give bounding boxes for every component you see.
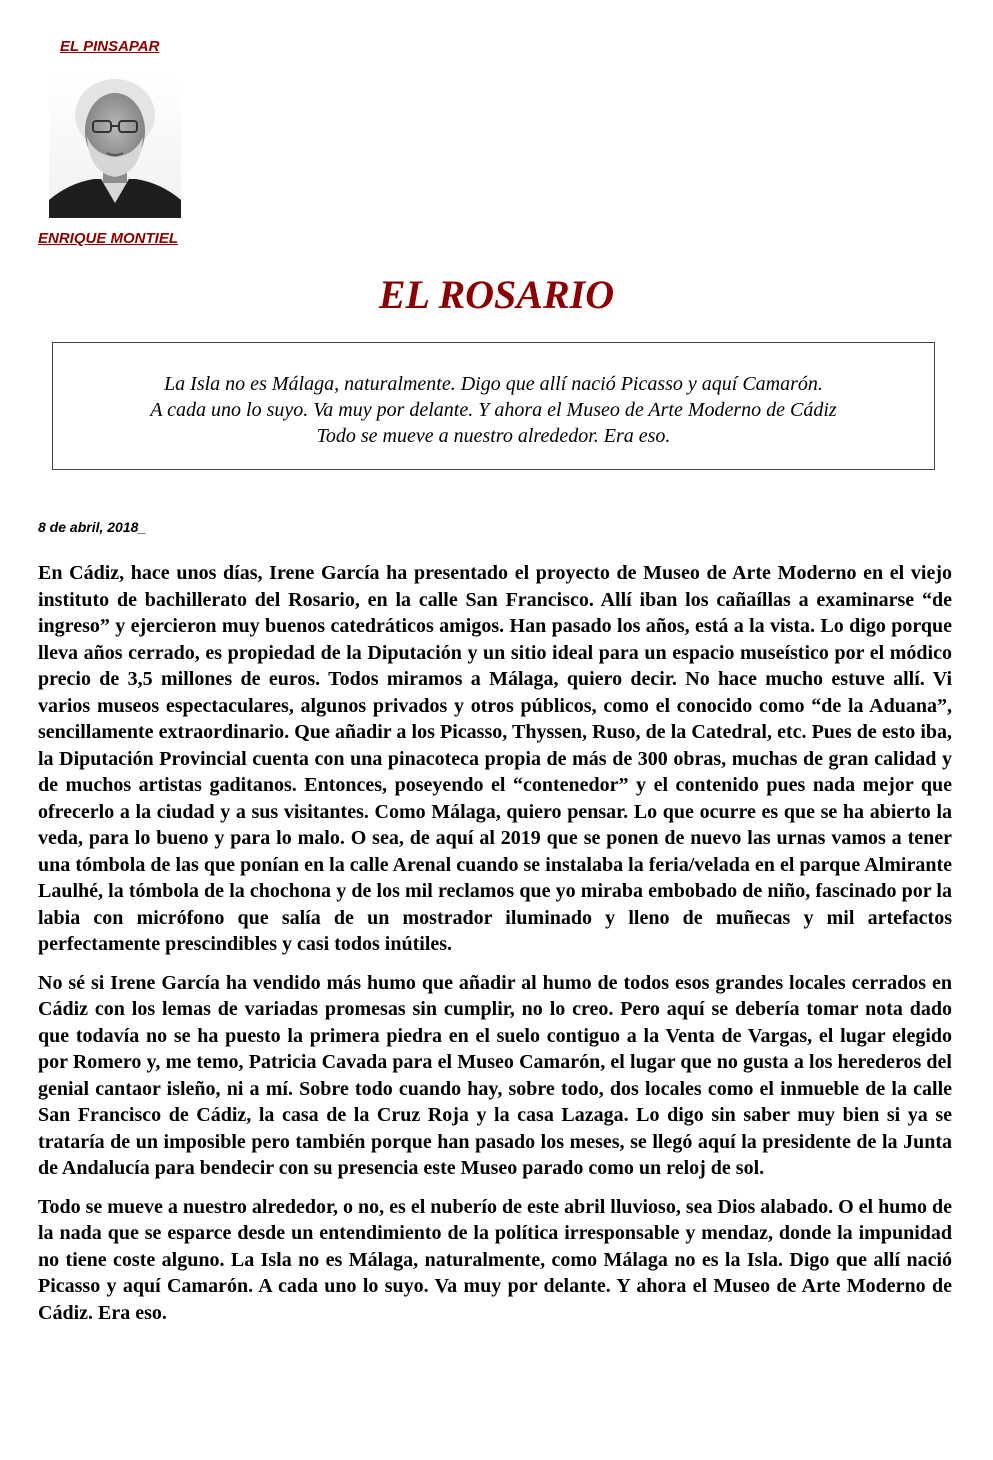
article-body bbox=[38, 560, 952, 1338]
summary-line: A cada uno lo suyo. Va muy por delante. Y ahora el Museo de Arte Moderno de Cádiz bbox=[150, 399, 837, 421]
summary-line: La Isla no es Málaga, naturalmente. Digo que allí nació Picasso y aquí Camarón. bbox=[164, 373, 823, 395]
summary-line: Todo se mueve a nuestro alrededor. Era eso. bbox=[316, 425, 671, 447]
article-paragraph: No sé si Irene García ha vendido más humo que añadir al humo de todos esos grandes locales cerrados en Cádiz con los lemas de variadas promesas sin cumplir, no lo creo. Pero aquí se debería tomar nota dado que todavía no se ha puesto la primera piedra en el suelo contiguo a la Venta de Vargas, el lugar elegido por Romero y, me temo, Patricia Cavada para el Museo Camarón, el lugar que no gusta a los herederos del genial cantaor isleño, ni a mí. Sobre todo cuando hay, sobre todo, dos locales como el inmueble de la calle San Francisco de Cádiz, la casa de la Cruz Roja y la casa Lazaga. Lo digo sin saber muy bien si ya se trataría de un imposible pero también porque han pasado los meses, se llegó aquí la presidente de la Junta de Andalucía para bendecir con su presencia este Museo parado como un reloj de sol. bbox=[38, 971, 952, 1179]
author-name[interactable]: ENRIQUE MONTIEL bbox=[38, 230, 179, 247]
article-paragraph: Todo se mueve a nuestro alrededor, o no, es el nuberío de este abril lluvioso, sea Dios alabado. O el humo de la nada que se esparce desde un entendimiento de la política irresponsable y mendaz, donde la impunidad no tiene coste alguno. La Isla no es Málaga, naturalmente, como Málaga no es la Isla. Digo que allí nació Picasso y aquí Camarón. A cada uno lo suyo. Va muy por delante. Y ahora el Museo de Arte Moderno de Cádiz. Era eso. bbox=[38, 1195, 952, 1324]
column-name[interactable]: EL PINSAPAR bbox=[60, 38, 160, 55]
summary-box bbox=[52, 342, 935, 470]
article-paragraph: En Cádiz, hace unos días, Irene García ha presentado el proyecto de Museo de Arte Moderno en el viejo instituto de bachillerato del Rosario, en la calle San Francisco. Allí iban los cañaíllas a examinarse “de ingreso” y ejercieron muy buenos catedráticos amigos. Han pasado los años, está a la vista. Lo digo porque lleva años cerrado, es propiedad de la Diputación y un sitio ideal para un espacio museístico por el módico precio de 3,5 millones de euros. Todos miramos a Málaga, quiero decir. No hace mucho estuve allí. Vi varios museos espectaculares, algunos privados y otros públicos, como el conocido como “de la Aduana”, sencillamente extraordinario. Que añadir a los Picasso, Thyssen, Ruso, de la Catedral, etc. Pues de esto iba, la Diputación Provincial cuenta con una pinacoteca propia de más de 300 obras, muchas de gran calidad y de muchos artistas gaditanos. Entonces, poseyendo el “contenedor” y el contenido pues nada mejor que ofrecerlo a la ciudad y a sus visitantes. Como Málaga, quiero pensar. Lo que ocurre es que se ha abierto la veda, para lo bueno y para lo malo. O sea, de aquí al 2019 que se ponen de nuevo las urnas vamos a tener una tómbola de las que ponían en la calle Arenal cuando se instalaba la feria/velada en el parque Almirante Laulhé, la tómbola de la chochona y de los mil reclamos que yo miraba embobado de niño, fascinado por la labia con micrófono que salía de un mostrador iluminado y lleno de muñecas y mil artefactos perfectamente prescindibles y casi todos inútiles. bbox=[38, 562, 952, 955]
author-photo bbox=[49, 75, 181, 218]
article-title: EL ROSARIO bbox=[378, 272, 615, 317]
article-date: 8 de abril, 2018_ bbox=[38, 519, 147, 535]
